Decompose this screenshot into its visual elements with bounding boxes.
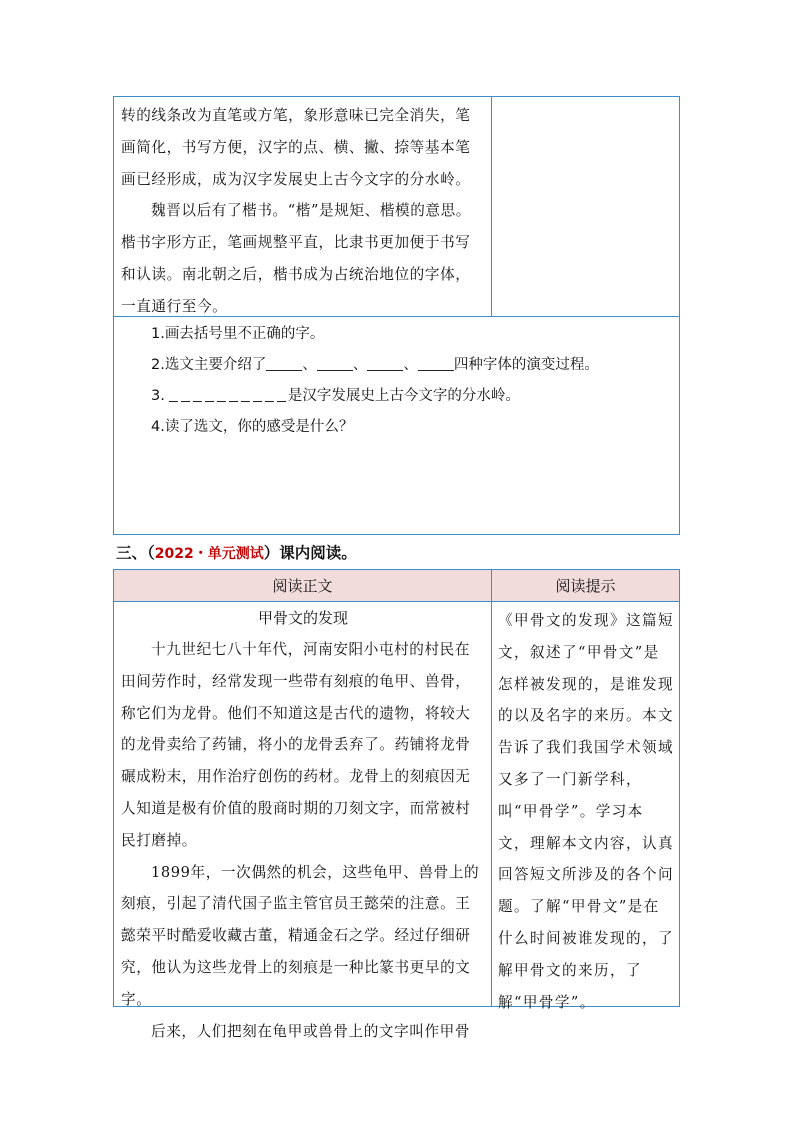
question-2-prefix: 2.选文主要介绍了 bbox=[151, 357, 267, 373]
question-2 bbox=[151, 350, 679, 381]
question-2-sep: 、 bbox=[403, 357, 418, 373]
article-paragraph-3: 后来，人们把刻在龟甲或兽骨上的文字叫作甲骨 bbox=[151, 1022, 471, 1040]
reading-hint-cell bbox=[492, 602, 679, 1011]
reading-table bbox=[113, 569, 680, 1040]
section-title: 课内阅读。 bbox=[279, 544, 357, 562]
article-title: 甲骨文的发现 bbox=[257, 609, 348, 627]
article-paragraph-1: 十九世纪七八十年代，河南安阳小屯村的村民在田间劳作时，经常发现一些带有刻痕的龟甲、兽骨，称它们为龙骨。他们不知道这是古代的遗物，将较大的龙骨卖给了药铺，将小的龙骨丢弃了。药铺将龙骨碾成粉末，用作治疗创伤的药材。龙骨上的刻痕因无人知道是极有价值的殷商时期的刀刻文字，而常被村民打磨掉。 bbox=[121, 641, 471, 849]
question-2-sep: 、 bbox=[352, 357, 368, 373]
question-3 bbox=[151, 381, 679, 412]
answer-blank-2b[interactable] bbox=[317, 355, 353, 371]
reading-text-cell bbox=[114, 602, 492, 1040]
blank-note-cell bbox=[492, 97, 679, 317]
question-3-suffix: 是汉字发展史上古今文字的分水岭。 bbox=[287, 388, 520, 404]
reading-hint-text: 《甲骨文的发现》这篇短文，叙述了“甲骨文”是怎样被发现的，是谁发现的以及名字的来历。本文告诉了我们我国学术领域又多了一门新学科，叫“甲骨学”。学习本文，理解本文内容，认真回答短文所涉及的各个问题。了解“甲骨文”是在什么时间被谁发现的，了解甲骨文的来历，了解“甲骨学”。 bbox=[498, 612, 674, 1011]
section-paren: （ bbox=[147, 544, 155, 562]
section-source-tag: 2022・单元测试 bbox=[154, 546, 264, 562]
answer-blank-2c[interactable] bbox=[367, 355, 403, 371]
question-3-prefix: 3. bbox=[151, 388, 165, 404]
header-reading-hint: 阅读提示 bbox=[492, 570, 679, 602]
question-1: 1.画去括号里不正确的字。 bbox=[151, 326, 325, 342]
answer-blank-2a[interactable] bbox=[266, 355, 302, 371]
question-4: 4.读了选文，你的感受是什么？ bbox=[151, 419, 354, 435]
section-number: 三、 bbox=[116, 544, 148, 562]
header-reading-text: 阅读正文 bbox=[114, 570, 492, 602]
passage-paragraph-1: 转的线条改为直笔或方笔，象形意味已完全消失，笔画简化，书写方便，汉字的点、横、撇、捺等基本笔画已经形成，成为汉字发展史上古今文字的分水岭。 bbox=[121, 107, 471, 188]
passage-text-cell bbox=[114, 97, 492, 317]
question-2-sep: 、 bbox=[302, 357, 317, 373]
answer-blank-2d[interactable] bbox=[418, 355, 454, 371]
passage-table-1 bbox=[113, 96, 680, 535]
answer-blank-3[interactable] bbox=[169, 387, 288, 402]
section-paren: ） bbox=[263, 544, 280, 562]
passage-paragraph-2: 魏晋以后有了楷书。“楷”是规矩、楷模的意思。楷书字形方正，笔画规整平直，比隶书更加便于书写和认读。南北朝之后，楷书成为占统治地位的字体，一直通行至今。 bbox=[121, 202, 471, 315]
question-2-suffix: 四种字体的演变过程。 bbox=[453, 357, 599, 373]
questions-cell bbox=[114, 317, 679, 534]
section-3-heading bbox=[116, 541, 357, 563]
article-paragraph-2: 1899年，一次偶然的机会，这些龟甲、兽骨上的刻痕，引起了清代国子监主管官员王懿荣的注意。王懿荣平时酷爱收藏古董，精通金石之学。经过仔细研究，他认为这些龙骨上的刻痕是一种比篆书更早的文字。 bbox=[121, 863, 480, 1008]
